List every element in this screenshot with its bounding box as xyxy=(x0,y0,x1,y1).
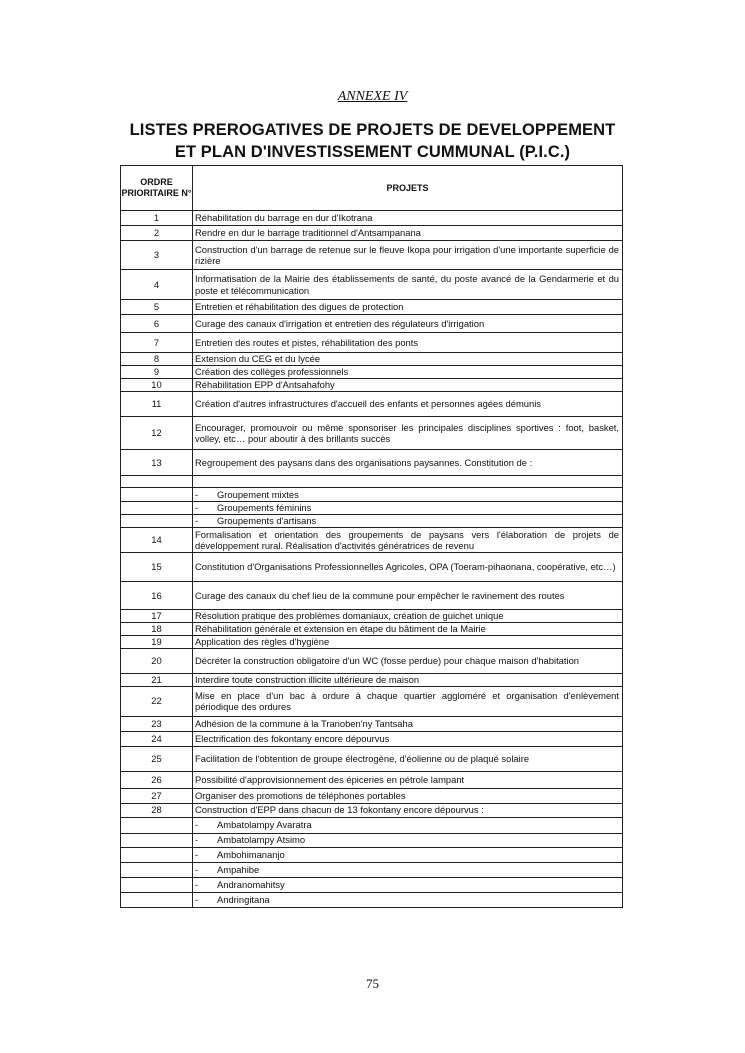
table-row xyxy=(121,417,623,450)
row-priority-number xyxy=(121,862,193,877)
row-project-text: Réhabilitation du barrage en dur d'Ikotrana xyxy=(195,212,373,224)
list-dash: - xyxy=(195,819,199,831)
row-project-text: Ampahibe xyxy=(217,863,260,875)
row-priority-number xyxy=(121,502,193,515)
row-project-text: Construction d'un barrage de retenue sur le fleuve Ikopa pour irrigation d'une importante superficie de rizière xyxy=(195,243,619,266)
table-row xyxy=(121,241,623,270)
row-project-text: Andringitana xyxy=(217,893,270,905)
row-project-text: Résolution pratique des problèmes domaniaux, création de guichet unique xyxy=(195,610,504,622)
row-project-cell xyxy=(193,746,623,771)
title-line-2: ET PLAN D'INVESTISSEMENT CUMMUNAL (P.I.C.) xyxy=(174,143,571,161)
row-project-cell xyxy=(193,610,623,623)
row-project-text: Décréter la construction obligatoire d'un WC (fosse perdue) pour chaque maison d'habitation xyxy=(195,654,579,666)
row-project-text: Regroupement des paysans dans des organisations paysannes. Constitution de : xyxy=(195,456,533,468)
row-project-text: Ambohimananjo xyxy=(217,848,285,860)
row-project-cell xyxy=(193,488,623,502)
page-number: 75 xyxy=(366,976,379,991)
row-project-text: Groupements féminins xyxy=(217,502,312,514)
row-project-cell xyxy=(193,892,623,907)
row-project-text: Ambatolampy Atsimo xyxy=(217,834,306,846)
row-project-text: Adhésion de la commune à la Tranoben'ny Tantsaha xyxy=(195,717,413,729)
row-project-cell xyxy=(193,353,623,366)
table-row xyxy=(121,476,623,488)
row-priority-number xyxy=(121,515,193,528)
table-row xyxy=(121,636,623,649)
row-priority-number: 19 xyxy=(121,636,193,649)
row-project-cell xyxy=(193,803,623,817)
table-row xyxy=(121,731,623,746)
row-project-text: Création des collèges professionnels xyxy=(195,366,349,378)
row-project-cell xyxy=(193,300,623,315)
table-row xyxy=(121,211,623,226)
row-project-cell xyxy=(193,476,623,488)
row-project-cell xyxy=(193,226,623,241)
row-priority-number: 18 xyxy=(121,623,193,636)
table-row xyxy=(121,502,623,515)
table-row xyxy=(121,716,623,731)
row-priority-number: 21 xyxy=(121,673,193,686)
row-project-text: Constitution d'Organisations Professionnelles Agricoles, OPA (Toeram-pihaonana, coopérative, etc…) xyxy=(195,561,616,573)
table-row xyxy=(121,226,623,241)
table-row xyxy=(121,488,623,502)
row-project-cell xyxy=(193,716,623,731)
row-project-cell xyxy=(193,315,623,333)
row-priority-number: 12 xyxy=(121,417,193,450)
table-row xyxy=(121,300,623,315)
row-project-cell xyxy=(193,392,623,417)
table-row xyxy=(121,877,623,892)
table-row xyxy=(121,788,623,803)
row-priority-number: 20 xyxy=(121,648,193,673)
row-project-cell xyxy=(193,636,623,649)
row-project-cell xyxy=(193,847,623,862)
list-dash: - xyxy=(195,502,199,514)
row-project-text: Curage des canaux du chef lieu de la commune pour empêcher le ravinement des routes xyxy=(195,589,565,601)
row-priority-number: 24 xyxy=(121,731,193,746)
row-project-text: Réhabilitation générale et extension en étape du bâtiment de la Mairie xyxy=(195,623,486,635)
table-row xyxy=(121,392,623,417)
row-project-cell xyxy=(193,582,623,610)
row-project-cell xyxy=(193,731,623,746)
row-priority-number: 28 xyxy=(121,803,193,817)
row-project-cell xyxy=(193,673,623,686)
table-row xyxy=(121,862,623,877)
table-row xyxy=(121,892,623,907)
row-priority-number xyxy=(121,892,193,907)
row-priority-number xyxy=(121,476,193,488)
list-dash: - xyxy=(195,863,199,875)
row-priority-number xyxy=(121,833,193,847)
row-priority-number: 7 xyxy=(121,333,193,353)
row-priority-number: 14 xyxy=(121,528,193,553)
row-priority-number: 23 xyxy=(121,716,193,731)
row-project-cell xyxy=(193,817,623,833)
title-line-1: LISTES PREROGATIVES DE PROJETS DE DEVELOPPEMENT xyxy=(129,121,616,139)
table-row xyxy=(121,803,623,817)
row-priority-number: 25 xyxy=(121,746,193,771)
row-project-text: Andranomahitsy xyxy=(217,878,285,890)
projects-table xyxy=(120,165,623,908)
row-priority-number: 13 xyxy=(121,450,193,476)
row-project-cell xyxy=(193,833,623,847)
list-dash: - xyxy=(195,848,199,860)
row-priority-number: 11 xyxy=(121,392,193,417)
row-priority-number: 8 xyxy=(121,353,193,366)
annex-label: ANNEXE IV xyxy=(337,89,408,104)
row-project-text: Application des règles d'hygiène xyxy=(195,636,330,647)
row-priority-number: 1 xyxy=(121,211,193,226)
row-project-text: Entretien et réhabilitation des digues de protection xyxy=(195,301,404,313)
table-row xyxy=(121,771,623,788)
row-priority-number xyxy=(121,877,193,892)
row-priority-number: 15 xyxy=(121,553,193,582)
projects-table-wrapper xyxy=(120,165,622,908)
row-project-text: Electrification des fokontany encore dépourvus xyxy=(195,732,390,744)
row-project-cell xyxy=(193,502,623,515)
table-header-row xyxy=(121,166,623,211)
list-dash: - xyxy=(195,834,199,846)
row-priority-number: 16 xyxy=(121,582,193,610)
table-row xyxy=(121,553,623,582)
table-row xyxy=(121,686,623,716)
table-row xyxy=(121,623,623,636)
row-priority-number: 4 xyxy=(121,270,193,300)
row-project-cell xyxy=(193,450,623,476)
table-row xyxy=(121,270,623,300)
row-project-cell xyxy=(193,623,623,636)
row-priority-number xyxy=(121,847,193,862)
row-project-text: Interdire toute construction illicite ultérieure de maison xyxy=(195,673,420,685)
table-row xyxy=(121,582,623,610)
table-row xyxy=(121,833,623,847)
row-project-text: Extension du CEG et du lycée xyxy=(195,353,321,365)
row-priority-number: 3 xyxy=(121,241,193,270)
row-priority-number: 27 xyxy=(121,788,193,803)
table-row xyxy=(121,450,623,476)
row-project-text: Construction d'EPP dans chacun de 13 fokontany encore dépourvus : xyxy=(195,804,484,816)
row-priority-number xyxy=(121,817,193,833)
table-row xyxy=(121,515,623,528)
row-priority-number: 22 xyxy=(121,686,193,716)
header-priority-order: ORDRE PRIORITAIRE N° xyxy=(121,166,193,211)
row-priority-number: 5 xyxy=(121,300,193,315)
row-project-text: Possibilité d'approvisionnement des épiceries en pétrole lampant xyxy=(195,773,465,785)
table-body xyxy=(121,211,623,908)
row-project-cell xyxy=(193,270,623,300)
row-project-cell xyxy=(193,528,623,553)
row-project-text: Curage des canaux d'irrigation et entretien des régulateurs d'irrigation xyxy=(195,317,485,329)
row-project-text: Rendre en dur le barrage traditionnel d'Antsampanana xyxy=(195,227,421,239)
row-project-text: Groupements d'artisans xyxy=(217,515,317,527)
row-project-text: Formalisation et orientation des groupements de paysans vers l'élaboration de projets de développement rural. Réalisation d'activités génératrices de revenu xyxy=(195,528,619,551)
list-dash: - xyxy=(195,893,199,905)
row-project-text: Facilitation de l'obtention de groupe électrogène, d'éolienne ou de plaqué solaire xyxy=(195,752,530,764)
row-project-text: Organiser des promotions de téléphones portables xyxy=(195,789,406,801)
row-project-cell xyxy=(193,877,623,892)
table-row xyxy=(121,315,623,333)
row-priority-number xyxy=(121,488,193,502)
row-project-cell xyxy=(193,862,623,877)
table-row xyxy=(121,528,623,553)
row-project-cell xyxy=(193,771,623,788)
row-priority-number: 9 xyxy=(121,366,193,379)
row-project-cell xyxy=(193,553,623,582)
row-project-cell xyxy=(193,515,623,528)
row-priority-number: 10 xyxy=(121,379,193,392)
row-project-cell xyxy=(193,333,623,353)
row-project-cell xyxy=(193,366,623,379)
row-priority-number: 17 xyxy=(121,610,193,623)
row-project-cell xyxy=(193,211,623,226)
row-project-cell xyxy=(193,241,623,270)
row-project-text: Groupement mixtes xyxy=(217,488,299,500)
header-projects: PROJETS xyxy=(193,166,623,211)
row-project-text: Encourager, promouvoir ou même sponsoriser les principales disciplines sportives : foot, basket, volley, etc… pour aboutir à des brillants succès xyxy=(195,421,619,444)
list-dash: - xyxy=(195,878,199,890)
row-priority-number: 6 xyxy=(121,315,193,333)
row-priority-number: 2 xyxy=(121,226,193,241)
table-row xyxy=(121,648,623,673)
row-project-text: Entretien des routes et pistes, réhabilitation des ponts xyxy=(195,336,419,348)
list-dash: - xyxy=(195,515,199,527)
row-project-cell xyxy=(193,788,623,803)
table-row xyxy=(121,610,623,623)
row-priority-number: 26 xyxy=(121,771,193,788)
row-project-text: Réhabilitation EPP d'Antsahafohy xyxy=(195,379,335,391)
table-row xyxy=(121,379,623,392)
row-project-cell xyxy=(193,686,623,716)
table-row xyxy=(121,817,623,833)
row-project-text: Création d'autres infrastructures d'accueil des enfants et personnes agées démunis xyxy=(195,398,541,410)
row-project-text: Mise en place d'un bac à ordure à chaque quartier aggloméré et organisation d'enlèvement périodique des ordures xyxy=(195,689,619,712)
row-project-text: Informatisation de la Mairie des établissements de santé, du poste avancé de la Gendarmerie et du poste et télécommunication xyxy=(195,273,619,296)
row-project-cell xyxy=(193,648,623,673)
list-dash: - xyxy=(195,488,199,500)
row-project-cell xyxy=(193,379,623,392)
table-row xyxy=(121,366,623,379)
table-row xyxy=(121,847,623,862)
table-row xyxy=(121,353,623,366)
table-row xyxy=(121,333,623,353)
row-project-text: Ambatolampy Avaratra xyxy=(217,819,312,831)
row-project-cell xyxy=(193,417,623,450)
table-row xyxy=(121,746,623,771)
table-row xyxy=(121,673,623,686)
